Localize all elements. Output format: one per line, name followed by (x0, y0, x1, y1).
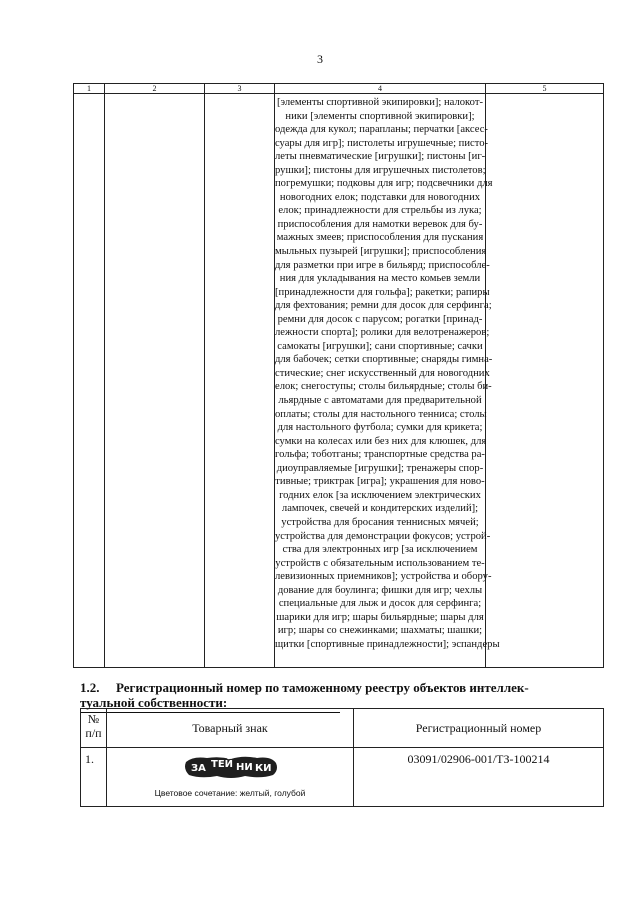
goods-line: для настольного футбола; сумки для крикета; (277, 422, 483, 434)
goods-line: для бабочек; сетки спортивные; снаряды гимна- (275, 354, 493, 366)
registration-table-header-row (81, 709, 604, 748)
goods-line: [элементы спортивной экипировки]; налокот- (277, 97, 483, 108)
registration-number: 03091/02906-001/ТЗ-100214 (354, 748, 604, 807)
col-reg-number-header: Регистрационный номер (354, 709, 604, 748)
zateiniki-logo (183, 754, 279, 780)
goods-line: устройства для демонстрации фокусов; устрой- (275, 530, 491, 542)
goods-line: мажных змеев; приспособления для пускания (276, 232, 484, 244)
section-number: 1.2. (80, 680, 100, 695)
goods-line: для фехтования; ремни для досок для серфинга; (275, 300, 492, 312)
col-no-header (81, 709, 107, 748)
col-trademark-header: Товарный знак (107, 709, 354, 748)
col-no-header-line-1: № (87, 712, 100, 726)
column-header: 5 (486, 84, 604, 94)
registration-table (80, 708, 604, 807)
cell-col-3 (205, 94, 275, 668)
goods-list-text (275, 94, 500, 651)
goods-line: одежда для кукол; парапланы; перчатки [аксес- (275, 124, 488, 136)
goods-line: новогодних елок; подставки для новогодних (279, 191, 481, 203)
goods-line: специальные для лыж и досок для серфинга; (278, 598, 482, 610)
section-1-2-heading (80, 679, 600, 710)
trademark-cell (107, 748, 354, 807)
goods-line: елок; принадлежности для стрельбы из лука; (278, 205, 482, 217)
logo-text-4: КИ (255, 763, 272, 774)
goods-table (73, 83, 604, 668)
goods-line: годних елок [за исключением электрических (279, 489, 481, 501)
section-heading-line-2: туальной собственности: (80, 695, 228, 710)
goods-line: ники [элементы спортивной экипировки]; (285, 110, 475, 122)
page-number: 3 (317, 52, 323, 66)
goods-line: игр; шары со снежинками; шахматы; шашки; (277, 625, 483, 637)
cell-col-2 (105, 94, 205, 668)
goods-table-header-row (74, 84, 604, 94)
goods-line: лежности спорта]; ролики для велотренажеров; (275, 327, 490, 339)
goods-line: елок; снегоступы; столы бильярдные; столы би- (275, 381, 492, 393)
goods-line: ства для электронных игр [за исключением (282, 544, 478, 556)
goods-line: шарики для игр; шары бильярдные; шары для (276, 611, 484, 623)
goods-line: приспособления для намотки веревок для бу- (277, 218, 483, 230)
cell-col-1 (74, 94, 105, 668)
column-header: 1 (74, 84, 105, 94)
column-header: 3 (205, 84, 275, 94)
goods-line: ния для укладывания на место комьев земли (279, 273, 481, 285)
goods-line: сумки на колесах или без них для клюшек, для (275, 435, 487, 447)
goods-line: погремушки; подковы для игр; подсвечники для (275, 178, 493, 190)
goods-line: стические; снег искусственный для новогодних (275, 367, 490, 379)
goods-list-cell (275, 94, 500, 668)
goods-line: льярдные с автоматами для предварительной (278, 395, 482, 407)
column-header: 2 (105, 84, 205, 94)
col-no-header-line-2: п/п (85, 726, 102, 740)
goods-line: самокаты [игрушки]; сани спортивные; сачки (277, 340, 483, 352)
goods-line: левизионных приемников]; устройства и обору- (275, 571, 492, 583)
goods-line: суары для игр]; пистолеты игрушечные; писто- (275, 137, 489, 149)
goods-line: леты пневматические [игрушки]; пистоны [иг- (275, 151, 486, 163)
goods-line: рушки]; пистоны для игрушечных пистолетов; (275, 164, 486, 176)
goods-line: устройства для бросания теннисных мячей; (281, 516, 479, 528)
goods-line: для разметки при игре в бильярд; приспособле- (275, 259, 490, 271)
goods-line: ремни для досок с парусом; рогатки [принад- (277, 313, 483, 325)
logo-text-1: ЗА (191, 763, 206, 774)
section-heading-line-1: Регистрационный номер по таможенному реестру объектов интеллек- (116, 680, 529, 695)
goods-line: диоуправляемые [игрушки]; тренажеры спор- (276, 462, 484, 474)
goods-line: тивные; триктрак [игра]; украшения для ново- (275, 476, 485, 488)
goods-line: [принадлежности для гольфа]; ракетки; рапиры (275, 286, 490, 298)
goods-line: лампочек, свечей и кондитерских изделий]; (281, 503, 479, 515)
color-combination-caption: Цветовое сочетание: желтый, голубой (154, 788, 306, 798)
row-number: 1. (81, 748, 107, 807)
goods-line: дование для боулинга; фишки для игр; чехлы (277, 584, 483, 596)
goods-table-row (74, 94, 604, 668)
logo-text-3: НИ (236, 762, 253, 773)
cell-col-5 (486, 94, 604, 668)
goods-line: щитки [спортивные принадлежности]; эспандеры (275, 638, 500, 650)
goods-line: гольфа; тоботганы; транспортные средства ра- (275, 449, 485, 461)
registration-table-row (81, 748, 604, 807)
logo-text-2: ТЕЙ (211, 759, 234, 770)
goods-line: устройств с обязательным использованием те- (275, 557, 485, 569)
goods-line: мыльных пузырей [игрушки]; приспособления (275, 246, 487, 258)
goods-line: оплаты; столы для настольного тенниса; столы (275, 408, 487, 420)
column-header: 4 (275, 84, 486, 94)
